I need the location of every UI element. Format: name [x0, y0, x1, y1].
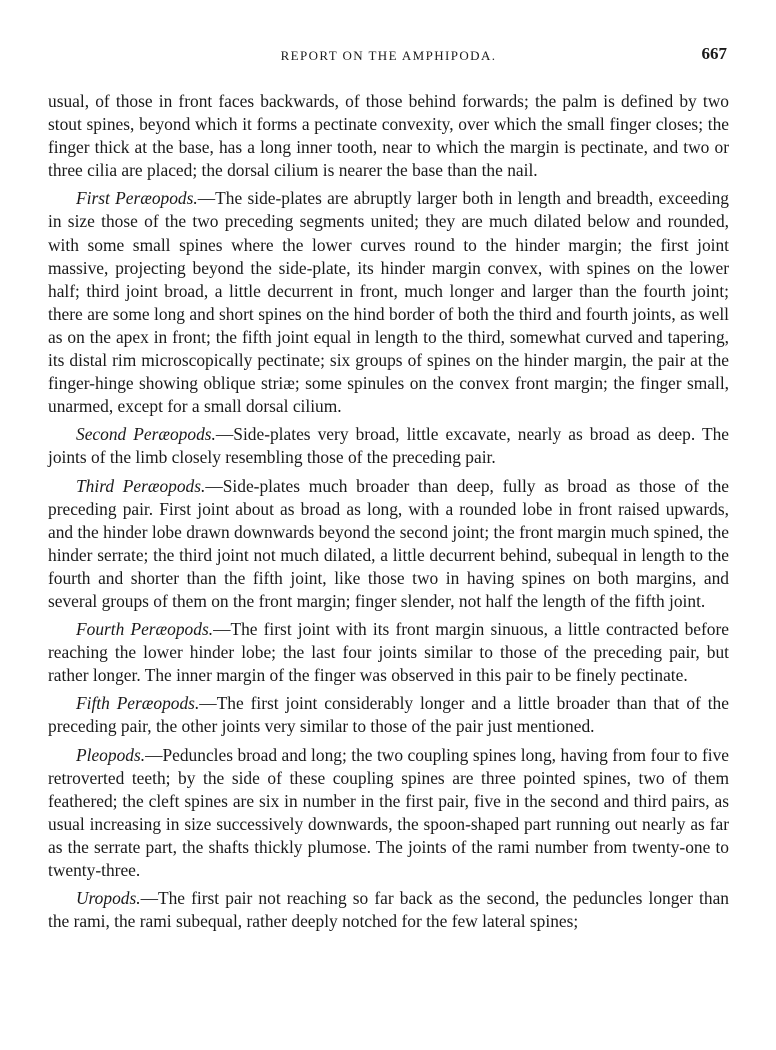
- paragraph-text: usual, of those in front faces backwards, of those behind forwards; the palm is defined by two stout spines, beyond which it forms a pectinate convexity, over which the small finger closes; the finger thick at the base, has a long inner tooth, near to which the margin is pectinate, and two or three cilia are placed; the dorsal cilium is nearer the base than the nail.: [48, 91, 729, 181]
- paragraph-text: —The first joint with its front margin sinuous, a little contracted before reaching the lower hinder lobe; the last four joints similar to those of the preceding pair, but rather longer. The inner margin of the finger was observed in this pair to be finely pectinate.: [48, 619, 729, 686]
- section-heading: Second Peræopods.: [76, 424, 216, 445]
- paragraph-pleopods: [48, 744, 729, 883]
- section-heading: Uropods.: [76, 888, 141, 909]
- paragraph-continued: [48, 90, 729, 182]
- section-heading: First Peræopods.: [76, 188, 198, 209]
- paragraph-text: —Side-plates much broader than deep, fully as broad as those of the preceding pair. First joint about as broad as long, with a rounded lobe in front raised upwards, and the hinder lobe drawn downwards beyond the second joint; the front margin much spined, the hinder serrate; the third joint not much dilated, a little decurrent behind, subequal in length to the fourth and shorter than the fifth joint, like those two in having spines on both margins, and several groups of them on the front margin; finger slender, not half the length of the fifth joint.: [48, 475, 729, 611]
- paragraph-text: —Side-plates very broad, little excavate, nearly as broad as deep. The joints of the limb closely resembling those of the preceding pair.: [48, 424, 729, 468]
- paragraph-uropods: [48, 887, 729, 933]
- paragraph-third-peraeopods: [48, 475, 729, 614]
- section-heading: Third Peræopods.: [76, 475, 206, 496]
- paragraph-first-peraeopods: [48, 187, 729, 418]
- paragraph-second-peraeopods: [48, 423, 729, 469]
- section-heading: Fourth Peræopods.: [76, 619, 214, 640]
- paragraph-fifth-peraeopods: [48, 692, 729, 738]
- page-number: 667: [701, 44, 727, 63]
- section-heading: Fifth Peræopods.: [76, 693, 200, 714]
- paragraph-text: —The first pair not reaching so far back as the second, the peduncles longer than the rami, the rami subequal, rather deeply notched for the few lateral spines;: [48, 888, 729, 932]
- running-header: [48, 44, 729, 68]
- document-page: [48, 44, 729, 938]
- running-title: REPORT ON THE AMPHIPODA.: [280, 48, 497, 63]
- section-heading: Pleopods.: [76, 744, 146, 765]
- paragraph-fourth-peraeopods: [48, 618, 729, 687]
- paragraph-text: —The side-plates are abruptly larger both in length and breadth, exceeding in size those of the two preceding segments united; they are much dilated below and rounded, with some small spines where the lower curves round to the hinder margin; the first joint massive, projecting beyond the side-plate, its hinder margin convex, with spines on the lower half; third joint broad, a little decurrent in front, much longer and larger than the fourth joint; there are some long and short spines on the hind border of both the third and fourth joints, as well as on the apex in front; the fifth joint equal in length to the third, somewhat curved and tapering, its distal rim microscopically pectinate; six groups of spines on the hinder margin, the pair at the finger-hinge showing oblique striæ; some spinules on the convex front margin; the finger small, unarmed, except for a small dorsal cilium.: [48, 188, 729, 417]
- paragraph-text: —The first joint considerably longer and a little broader than that of the preceding pair, the other joints very similar to those of the pair just mentioned.: [48, 693, 729, 737]
- paragraph-text: —Peduncles broad and long; the two coupling spines long, having from four to five retroverted teeth; by the side of these coupling spines are three pointed spines, two of them feathered; the cleft spines are six in number in the first pair, five in the second and third pairs, as usual increasing in size successively downwards, the spoon-shaped part running out nearly as far as the serrate part, the shafts thickly plumose. The joints of the rami number from twenty-one to twenty-three.: [48, 744, 729, 880]
